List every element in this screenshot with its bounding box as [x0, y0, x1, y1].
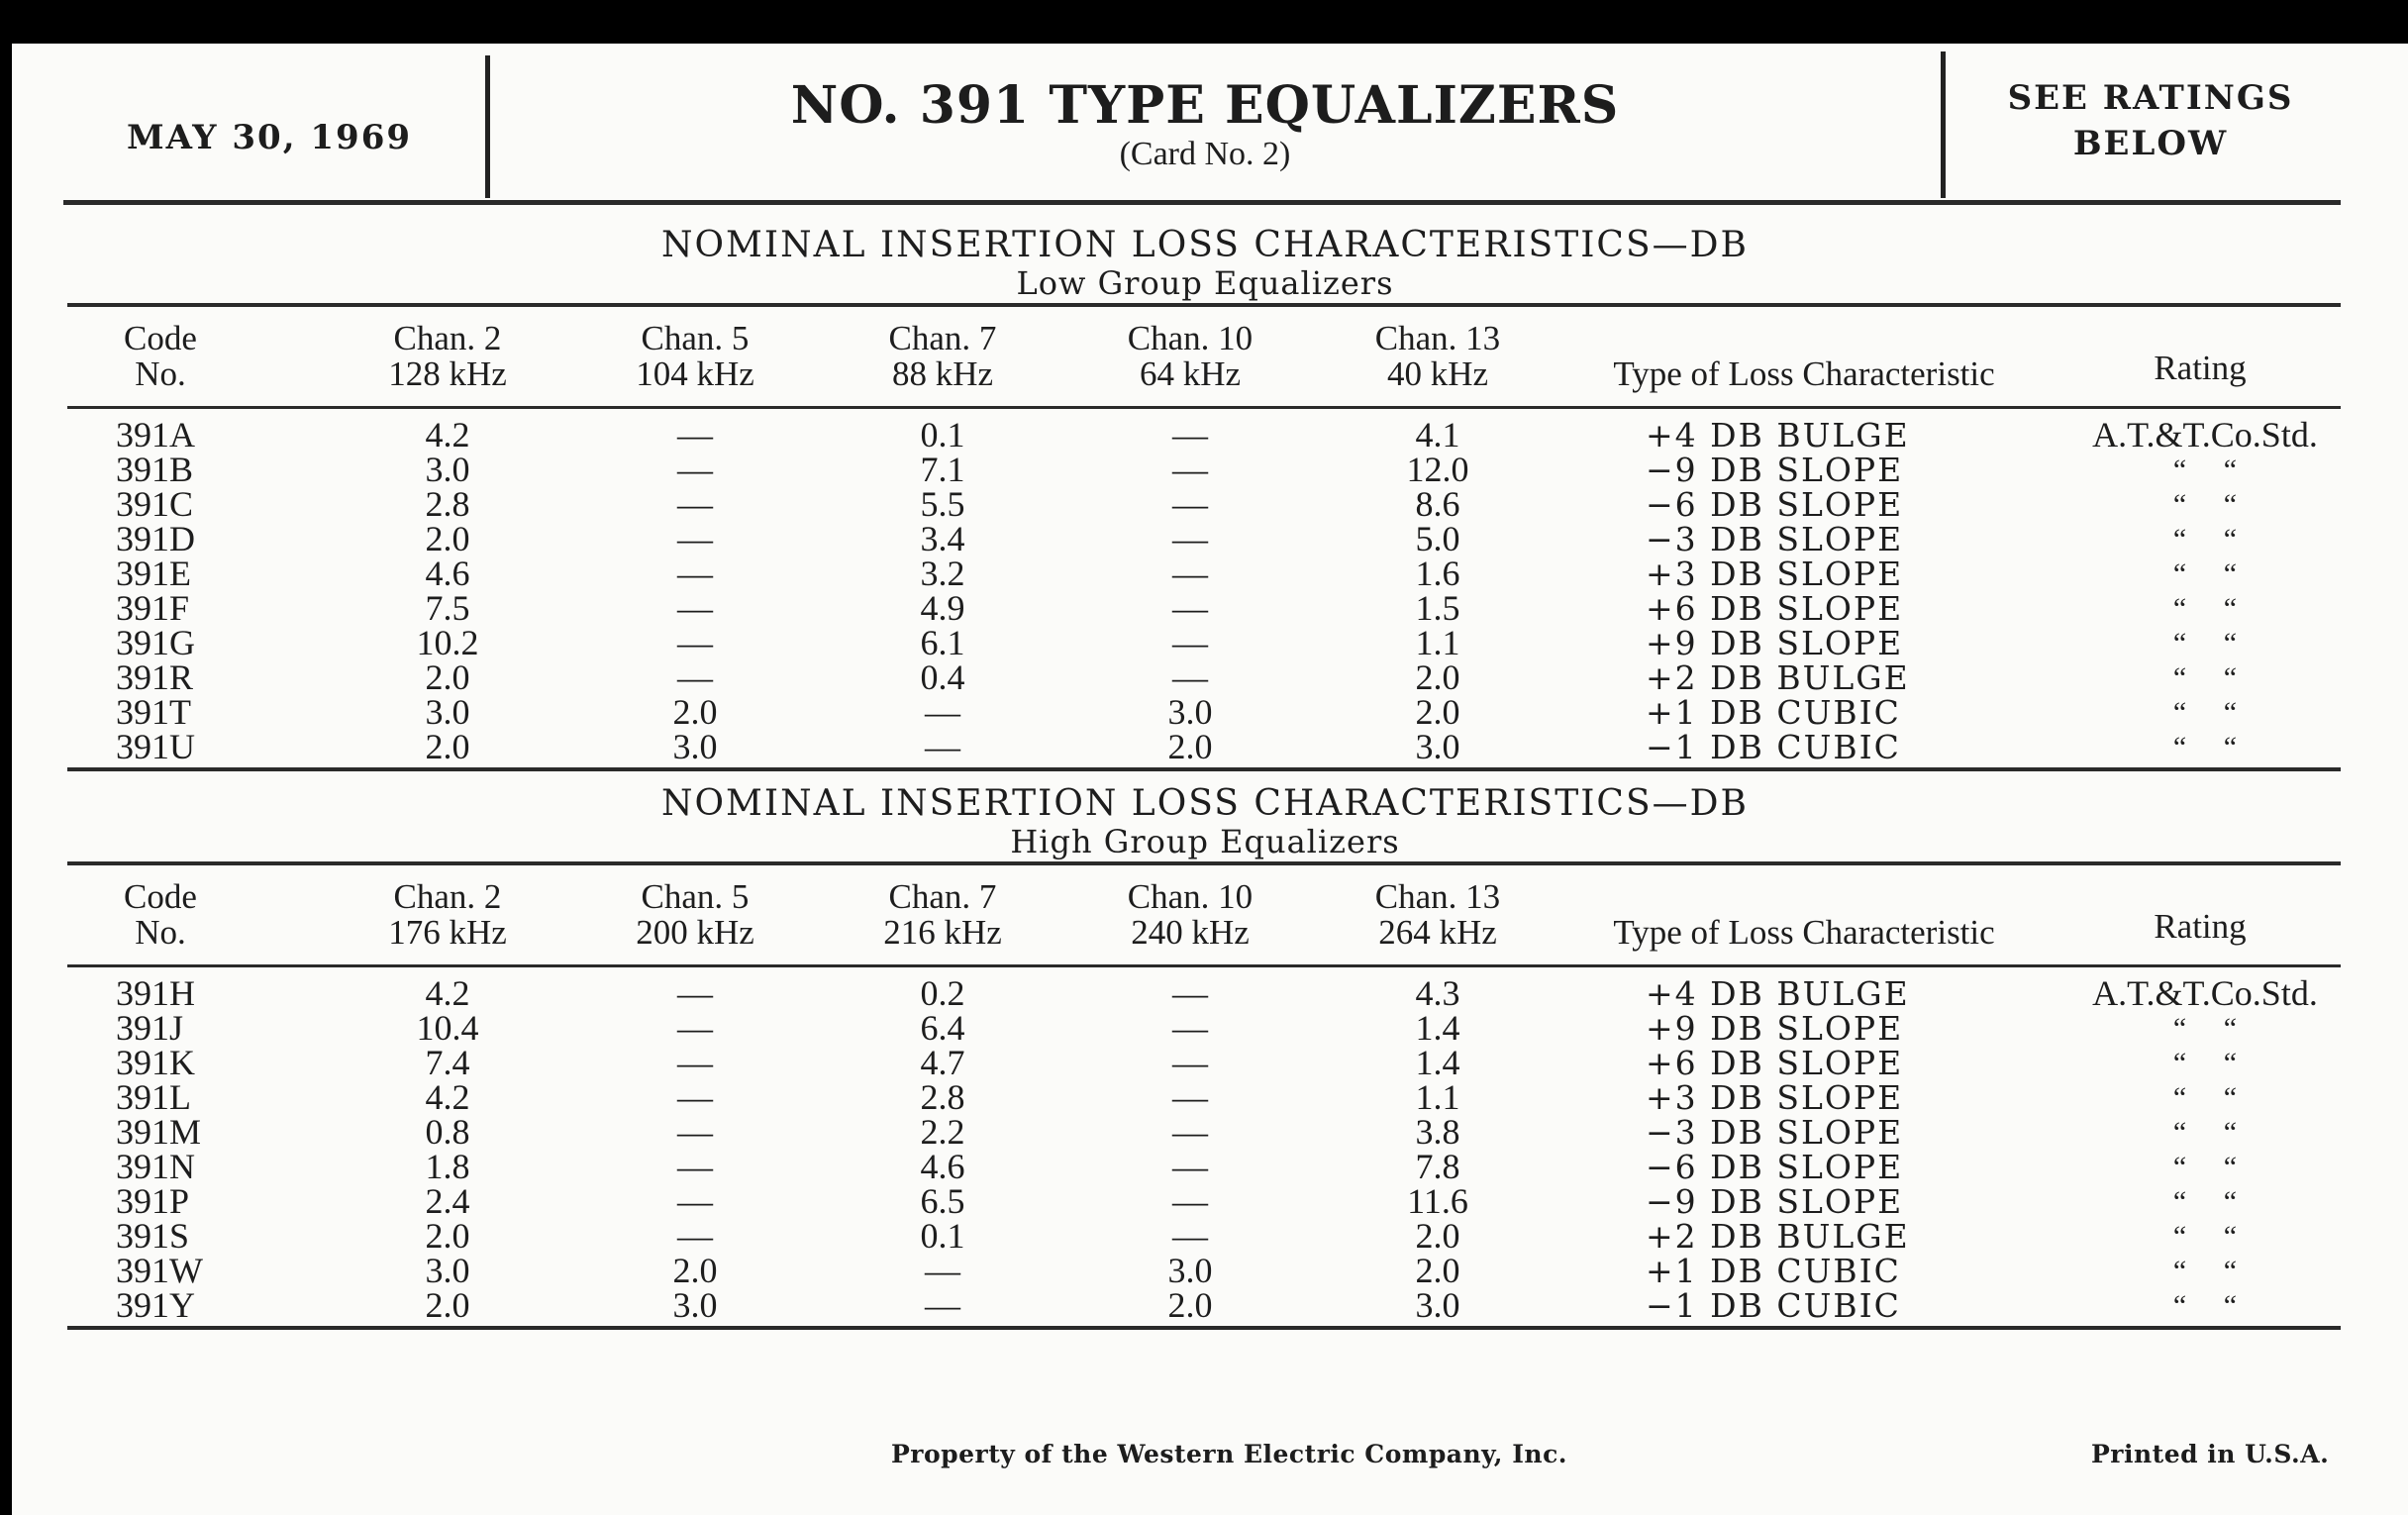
- cell-ch5: —: [677, 415, 713, 454]
- cell-ch10: —: [1172, 1112, 1208, 1152]
- cell-ch5: —: [677, 1008, 713, 1048]
- cell-ch5: —: [677, 554, 713, 593]
- cell-code: 391B: [116, 450, 194, 489]
- cell-ch10: 3.0: [1167, 1251, 1213, 1290]
- cell-ch5: —: [677, 1181, 713, 1221]
- cell-ch13: 5.0: [1415, 519, 1460, 558]
- cell-ch7: 0.1: [920, 1216, 965, 1256]
- cell-ch7: 3.4: [920, 519, 965, 558]
- cell-ch7: 2.2: [920, 1112, 965, 1152]
- cell-code: 391U: [116, 727, 195, 766]
- table-row: [12, 1008, 2408, 1048]
- cell-ch10: —: [1172, 415, 1208, 454]
- cell-ch2: 7.4: [425, 1043, 470, 1082]
- cell-ch5: 2.0: [672, 1251, 718, 1290]
- cell-ch5: 3.0: [672, 1285, 718, 1325]
- page-title-block: [487, 75, 1923, 173]
- table-row: [12, 623, 2408, 662]
- high-group-subheading: High Group Equalizers: [1010, 823, 1400, 860]
- low-group-subheading: Low Group Equalizers: [1016, 264, 1394, 302]
- cell-ch10: —: [1172, 623, 1208, 662]
- cell-ch2: 10.4: [416, 1008, 479, 1048]
- high-header-type: Type of Loss Characteristic: [1613, 913, 1995, 952]
- cell-ch2: 2.8: [425, 484, 470, 524]
- table-row: [12, 1147, 2408, 1186]
- cell-rating: “ “: [2172, 592, 2238, 625]
- cell-ch5: —: [677, 1043, 713, 1082]
- table-row: [12, 519, 2408, 558]
- cell-ch2: 2.4: [425, 1181, 470, 1221]
- cell-rating: “ “: [2172, 1116, 2238, 1149]
- cell-ch13: 4.1: [1415, 415, 1460, 454]
- high-group-heading: NOMINAL INSERTION LOSS CHARACTERISTICS—DB: [661, 783, 1749, 824]
- cell-ch5: —: [677, 588, 713, 628]
- footer-printed: Printed in U.S.A.: [2091, 1440, 2330, 1468]
- table-row: [12, 415, 2408, 454]
- cell-ch13: 2.0: [1415, 657, 1460, 697]
- cell-rating: “ “: [2172, 1151, 2238, 1183]
- cell-ch13: 1.1: [1415, 623, 1460, 662]
- cell-ch2: 4.2: [425, 973, 470, 1013]
- cell-ch13: 1.1: [1415, 1077, 1460, 1117]
- low-group-title: [71, 226, 2339, 301]
- low-header-ch5: Chan. 5 104 kHz: [636, 319, 754, 393]
- cell-ch5: 3.0: [672, 727, 718, 766]
- low-header-rating: Rating: [2154, 349, 2247, 387]
- cell-code: 391W: [116, 1251, 203, 1290]
- cell-rating: “ “: [2172, 523, 2238, 556]
- cell-rating: “ “: [2172, 1220, 2238, 1253]
- high-group-title-rule: [67, 861, 2341, 865]
- cell-type: −6 DB SLOPE: [1646, 485, 1904, 524]
- cell-ch7: 6.4: [920, 1008, 965, 1048]
- cell-ch2: 3.0: [425, 450, 470, 489]
- cell-ch2: 2.0: [425, 657, 470, 697]
- high-header-rating: Rating: [2154, 907, 2247, 946]
- low-header-code: Code No.: [124, 319, 197, 393]
- cell-code: 391F: [116, 588, 190, 628]
- cell-type: −1 DB CUBIC: [1646, 728, 1901, 766]
- card-number: (Card No. 2): [1119, 136, 1291, 172]
- cell-ch2: 4.2: [425, 1077, 470, 1117]
- cell-rating: “ “: [2172, 1081, 2238, 1114]
- low-group-bottom-rule: [67, 767, 2341, 771]
- cell-type: +4 DB BULGE: [1646, 974, 1910, 1013]
- cell-code: 391S: [116, 1216, 190, 1256]
- high-header-ch10: Chan. 10 240 kHz: [1127, 877, 1254, 952]
- low-header-ch13: Chan. 13 40 kHz: [1374, 319, 1501, 393]
- cell-ch10: —: [1172, 1181, 1208, 1221]
- high-header-ch5: Chan. 5 200 kHz: [636, 877, 754, 952]
- cell-ch10: —: [1172, 554, 1208, 593]
- cell-ch13: 1.5: [1415, 588, 1460, 628]
- cell-type: −1 DB CUBIC: [1646, 1286, 1901, 1325]
- cell-type: +9 DB SLOPE: [1646, 624, 1904, 662]
- low-header-ch2: Chan. 2 128 kHz: [388, 319, 507, 393]
- cell-rating: “ “: [2172, 661, 2238, 694]
- cell-type: +6 DB SLOPE: [1646, 1044, 1904, 1082]
- cell-type: +3 DB SLOPE: [1646, 1078, 1904, 1117]
- high-group-rows: [12, 973, 2408, 1325]
- cell-ch7: 4.6: [920, 1147, 965, 1186]
- cell-ch10: —: [1172, 973, 1208, 1013]
- cell-ch10: —: [1172, 519, 1208, 558]
- cell-ch7: 2.8: [920, 1077, 965, 1117]
- cell-rating: “ “: [2172, 696, 2238, 729]
- cell-ch13: 1.6: [1415, 554, 1460, 593]
- cell-code: 391J: [116, 1008, 184, 1048]
- cell-ch13: 8.6: [1415, 484, 1460, 524]
- cell-ch13: 2.0: [1415, 1216, 1460, 1256]
- cell-ch7: —: [925, 727, 960, 766]
- cell-ch5: —: [677, 623, 713, 662]
- cell-ch5: —: [677, 1112, 713, 1152]
- cell-ch7: 4.7: [920, 1043, 965, 1082]
- cell-rating: “ “: [2172, 1185, 2238, 1218]
- cell-ch13: 11.6: [1407, 1181, 1468, 1221]
- cell-ch5: —: [677, 1147, 713, 1186]
- table-row: [12, 1216, 2408, 1256]
- cell-ch2: 7.5: [425, 588, 470, 628]
- cell-ch5: —: [677, 1077, 713, 1117]
- cell-ch10: —: [1172, 450, 1208, 489]
- cell-rating: “ “: [2172, 731, 2238, 763]
- cell-type: −3 DB SLOPE: [1646, 520, 1904, 558]
- low-group-heading: NOMINAL INSERTION LOSS CHARACTERISTICS—DB: [661, 225, 1749, 265]
- cell-code: 391M: [116, 1112, 202, 1152]
- cell-rating: “ “: [2172, 557, 2238, 590]
- cell-type: +6 DB SLOPE: [1646, 589, 1904, 628]
- cell-type: +2 DB BULGE: [1646, 1217, 1910, 1256]
- table-row: [12, 657, 2408, 697]
- footer-property: Property of the Western Electric Company, Inc.: [891, 1440, 1568, 1468]
- cell-ch7: —: [925, 1285, 960, 1325]
- card-date: MAY 30, 1969: [126, 118, 413, 157]
- cell-code: 391G: [116, 623, 195, 662]
- high-header-ch13: Chan. 13 264 kHz: [1374, 877, 1501, 952]
- high-header-ch7: Chan. 7 216 kHz: [883, 877, 1002, 952]
- cell-code: 391H: [116, 973, 195, 1013]
- high-header-rule: [67, 964, 2341, 967]
- cell-ch2: 10.2: [416, 623, 479, 662]
- cell-ch10: —: [1172, 1043, 1208, 1082]
- cell-type: +1 DB CUBIC: [1646, 1252, 1901, 1290]
- cell-type: −3 DB SLOPE: [1646, 1113, 1904, 1152]
- cell-ch2: 3.0: [425, 692, 470, 732]
- cell-type: −6 DB SLOPE: [1646, 1148, 1904, 1186]
- cell-ch13: 4.3: [1415, 973, 1460, 1013]
- table-row: [12, 727, 2408, 766]
- cell-ch2: 2.0: [425, 727, 470, 766]
- table-row: [12, 973, 2408, 1013]
- low-header-ch10: Chan. 10 64 kHz: [1127, 319, 1254, 393]
- page-title: NO. 391 TYPE EQUALIZERS: [790, 75, 1620, 136]
- cell-code: 391A: [116, 415, 195, 454]
- low-header-ch7: Chan. 7 88 kHz: [888, 319, 997, 393]
- cell-ch5: 2.0: [672, 692, 718, 732]
- cell-ch5: —: [677, 1216, 713, 1256]
- cell-ch10: —: [1172, 484, 1208, 524]
- cell-code: 391D: [116, 519, 195, 558]
- cell-type: −9 DB SLOPE: [1646, 451, 1904, 489]
- cell-ch13: 3.0: [1415, 1285, 1460, 1325]
- cell-ch10: —: [1172, 1216, 1208, 1256]
- cell-ch7: —: [925, 1251, 960, 1290]
- high-group-bottom-rule: [67, 1326, 2341, 1330]
- cell-ch7: 5.5: [920, 484, 965, 524]
- cell-code: 391K: [116, 1043, 195, 1082]
- cell-code: 391Y: [116, 1285, 195, 1325]
- cell-ch10: —: [1172, 1008, 1208, 1048]
- table-row: [12, 1285, 2408, 1325]
- cell-code: 391R: [116, 657, 194, 697]
- table-row: [12, 588, 2408, 628]
- cell-code: 391P: [116, 1181, 190, 1221]
- low-group-title-rule: [67, 303, 2341, 307]
- cell-ch10: —: [1172, 588, 1208, 628]
- cell-ch10: —: [1172, 1077, 1208, 1117]
- cell-ch2: 2.0: [425, 519, 470, 558]
- cell-rating: “ “: [2172, 488, 2238, 521]
- cell-ch7: 4.9: [920, 588, 965, 628]
- cell-ch7: 0.4: [920, 657, 965, 697]
- cell-ch13: 3.8: [1415, 1112, 1460, 1152]
- cell-code: 391E: [116, 554, 191, 593]
- table-row: [12, 1112, 2408, 1152]
- cell-ch5: —: [677, 484, 713, 524]
- cell-ch13: 12.0: [1406, 450, 1469, 489]
- cell-rating: “ “: [2172, 454, 2238, 486]
- cell-rating: A.T.&T.Co.Std.: [2092, 415, 2318, 454]
- high-header-code: Code No.: [124, 877, 197, 952]
- ratings-note-line2: BELOW: [2072, 124, 2229, 163]
- cell-rating: “ “: [2172, 627, 2238, 659]
- cell-ch13: 3.0: [1415, 727, 1460, 766]
- cell-type: +3 DB SLOPE: [1646, 555, 1904, 593]
- cell-ch13: 1.4: [1415, 1043, 1460, 1082]
- cell-ch5: —: [677, 657, 713, 697]
- cell-rating: “ “: [2172, 1289, 2238, 1322]
- cell-code: 391T: [116, 692, 191, 732]
- cell-type: +4 DB BULGE: [1646, 416, 1910, 454]
- cell-ch7: 7.1: [920, 450, 965, 489]
- cell-ch10: 2.0: [1167, 727, 1213, 766]
- header-bottom-rule: [63, 200, 2341, 205]
- cell-ch10: —: [1172, 1147, 1208, 1186]
- cell-ch7: —: [925, 692, 960, 732]
- header-divider-right: [1941, 51, 1946, 198]
- cell-ch7: 3.2: [920, 554, 965, 593]
- cell-ch13: 1.4: [1415, 1008, 1460, 1048]
- table-row: [12, 1077, 2408, 1117]
- cell-ch2: 1.8: [425, 1147, 470, 1186]
- equalizer-card: [12, 44, 2408, 1515]
- cell-ch2: 2.0: [425, 1285, 470, 1325]
- cell-code: 391N: [116, 1147, 195, 1186]
- cell-ch5: —: [677, 519, 713, 558]
- cell-type: +2 DB BULGE: [1646, 658, 1910, 697]
- cell-ch13: 7.8: [1415, 1147, 1460, 1186]
- cell-ch10: —: [1172, 657, 1208, 697]
- low-group-rows: [12, 415, 2408, 766]
- cell-ch2: 3.0: [425, 1251, 470, 1290]
- cell-ch5: —: [677, 450, 713, 489]
- cell-ch7: 6.1: [920, 623, 965, 662]
- ratings-note-line1: SEE RATINGS: [2007, 78, 2294, 118]
- low-header-rule: [67, 406, 2341, 409]
- cell-ch13: 2.0: [1415, 692, 1460, 732]
- cell-ch2: 4.6: [425, 554, 470, 593]
- table-row: [12, 556, 2408, 591]
- table-row: [12, 1251, 2408, 1290]
- high-group-title: [71, 784, 2339, 859]
- table-row: [12, 1181, 2408, 1221]
- cell-rating: “ “: [2172, 1255, 2238, 1287]
- cell-rating: A.T.&T.Co.Std.: [2092, 973, 2318, 1013]
- cell-ch7: 0.2: [920, 973, 965, 1013]
- cell-ch2: 4.2: [425, 415, 470, 454]
- cell-type: +9 DB SLOPE: [1646, 1009, 1904, 1048]
- cell-ch10: 3.0: [1167, 692, 1213, 732]
- cell-ch13: 2.0: [1415, 1251, 1460, 1290]
- table-row: [12, 484, 2408, 524]
- cell-ch7: 6.5: [920, 1181, 965, 1221]
- ratings-note: [1953, 75, 2349, 166]
- high-header-ch2: Chan. 2 176 kHz: [388, 877, 507, 952]
- cell-code: 391C: [116, 484, 194, 524]
- cell-rating: “ “: [2172, 1047, 2238, 1079]
- table-row: [12, 1043, 2408, 1082]
- low-header-type: Type of Loss Characteristic: [1613, 354, 1995, 393]
- cell-ch2: 0.8: [425, 1112, 470, 1152]
- cell-ch7: 0.1: [920, 415, 965, 454]
- cell-type: −9 DB SLOPE: [1646, 1182, 1904, 1221]
- cell-ch5: —: [677, 973, 713, 1013]
- table-row: [12, 692, 2408, 732]
- cell-ch10: 2.0: [1167, 1285, 1213, 1325]
- cell-rating: “ “: [2172, 1012, 2238, 1045]
- cell-code: 391L: [116, 1077, 191, 1117]
- table-row: [12, 450, 2408, 489]
- cell-type: +1 DB CUBIC: [1646, 693, 1901, 732]
- cell-ch2: 2.0: [425, 1216, 470, 1256]
